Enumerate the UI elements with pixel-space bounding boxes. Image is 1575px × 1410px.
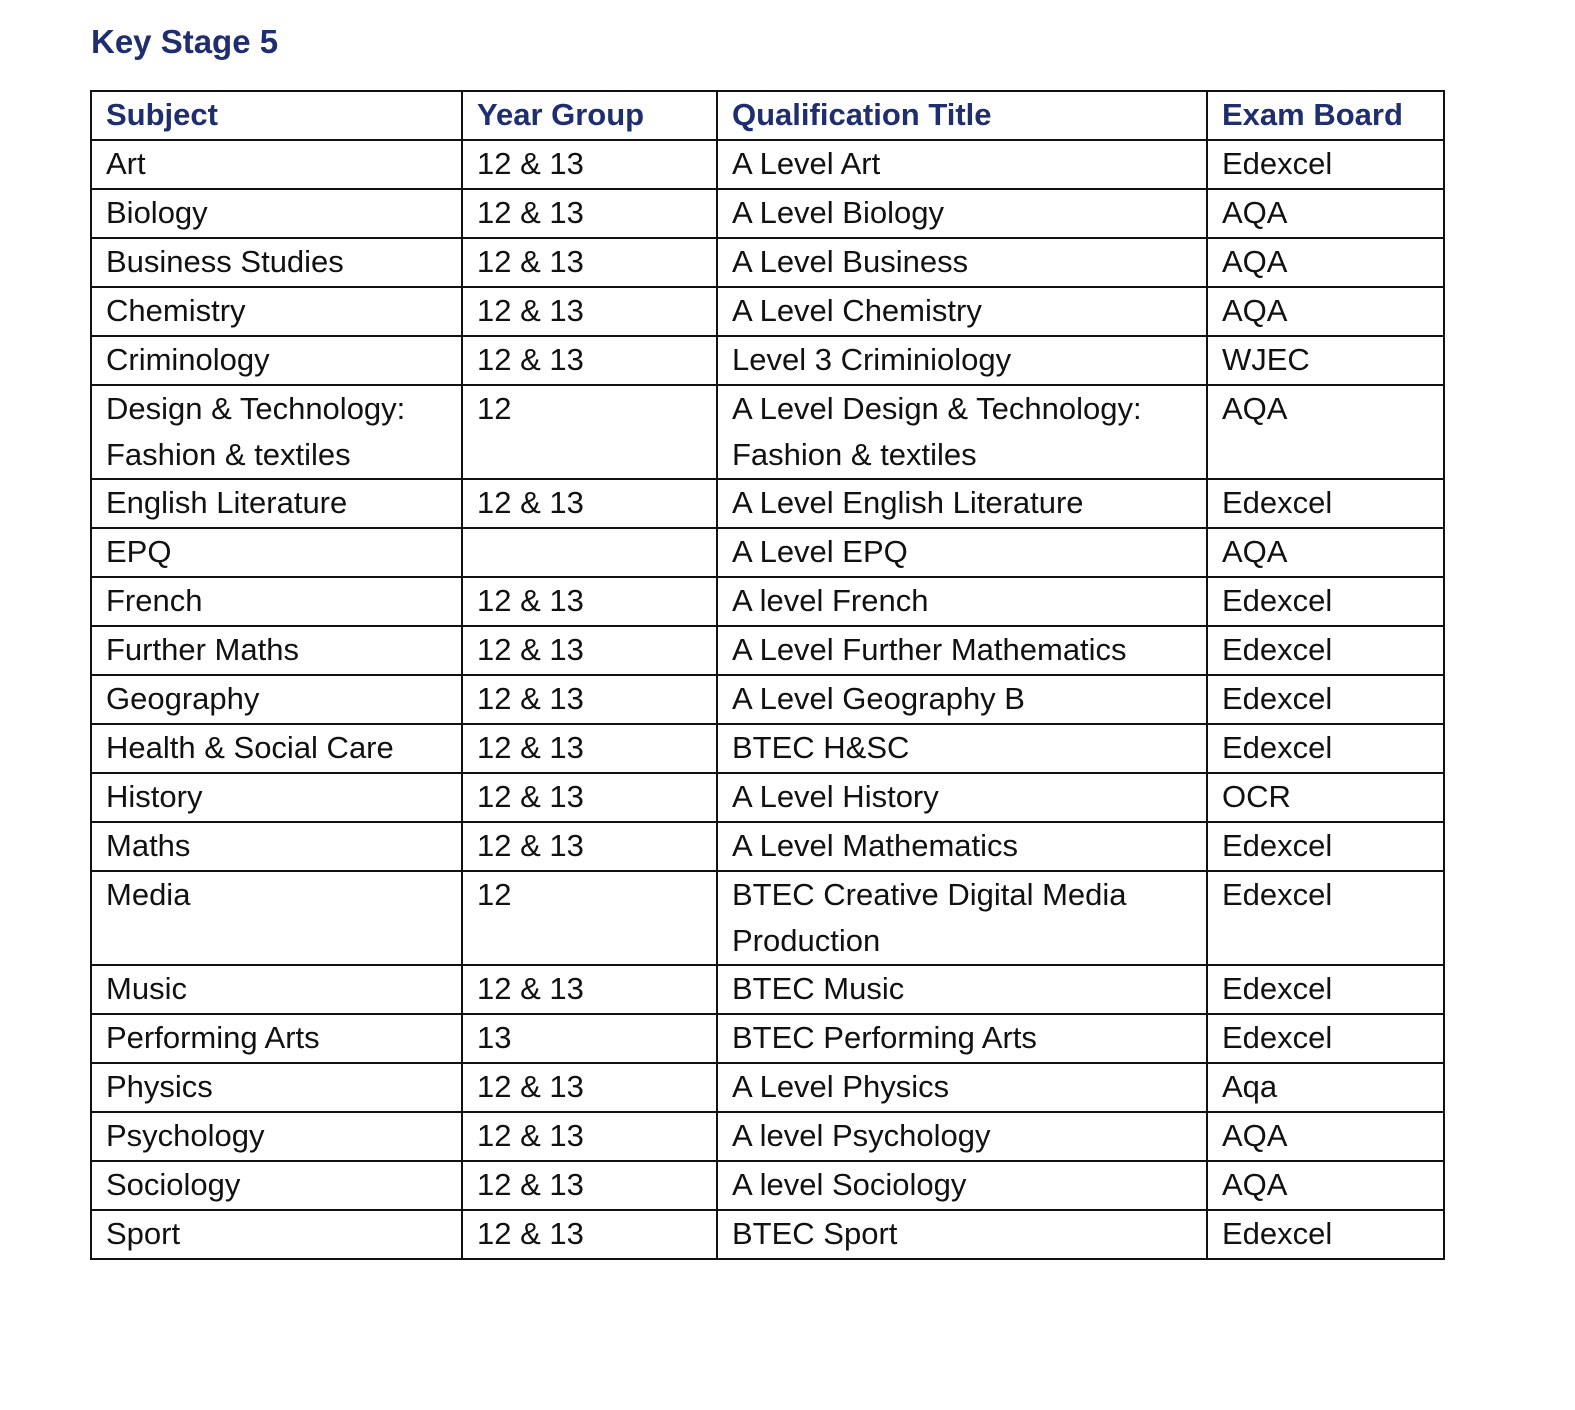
cell-year-group: 12 & 13: [462, 773, 717, 822]
cell-year-group: 12 & 13: [462, 626, 717, 675]
cell-qualification-title: BTEC H&SC: [717, 724, 1207, 773]
cell-year-group: 12 & 13: [462, 479, 717, 528]
table-row: [91, 1014, 1444, 1063]
cell-year-group: 12 & 13: [462, 1063, 717, 1112]
table-row: [91, 238, 1444, 287]
cell-subject: Physics: [91, 1063, 462, 1112]
cell-qualification-title: A Level Mathematics: [717, 822, 1207, 871]
cell-subject: Sport: [91, 1210, 462, 1259]
cell-qualification-title: BTEC Performing Arts: [717, 1014, 1207, 1063]
table-body: [91, 140, 1444, 1259]
table-row: [91, 626, 1444, 675]
cell-subject: Sociology: [91, 1161, 462, 1210]
table-row: [91, 773, 1444, 822]
header-exam-board: Exam Board: [1207, 91, 1444, 140]
cell-subject: Media: [91, 871, 462, 965]
qualifications-table: [90, 90, 1445, 1260]
cell-exam-board: Edexcel: [1207, 822, 1444, 871]
header-year-group: Year Group: [462, 91, 717, 140]
cell-year-group: 12 & 13: [462, 1161, 717, 1210]
table-row: [91, 479, 1444, 528]
cell-subject: Criminology: [91, 336, 462, 385]
cell-year-group: 12 & 13: [462, 1112, 717, 1161]
table-row: [91, 385, 1444, 479]
table-row: [91, 1161, 1444, 1210]
cell-year-group: 12 & 13: [462, 189, 717, 238]
cell-subject: Geography: [91, 675, 462, 724]
cell-exam-board: Edexcel: [1207, 626, 1444, 675]
cell-year-group: 12 & 13: [462, 238, 717, 287]
cell-exam-board: AQA: [1207, 1112, 1444, 1161]
cell-subject: Art: [91, 140, 462, 189]
cell-qualification-title: BTEC Sport: [717, 1210, 1207, 1259]
cell-qualification-title: A level Sociology: [717, 1161, 1207, 1210]
table-row: [91, 528, 1444, 577]
table-row: [91, 1210, 1444, 1259]
cell-subject: Chemistry: [91, 287, 462, 336]
table-row: [91, 1112, 1444, 1161]
table-row: [91, 965, 1444, 1014]
cell-exam-board: Edexcel: [1207, 577, 1444, 626]
cell-year-group: 12 & 13: [462, 140, 717, 189]
cell-subject: EPQ: [91, 528, 462, 577]
cell-qualification-title: A level Psychology: [717, 1112, 1207, 1161]
cell-year-group: 12 & 13: [462, 724, 717, 773]
table-row: [91, 822, 1444, 871]
cell-qualification-title: A Level Biology: [717, 189, 1207, 238]
cell-year-group: 12 & 13: [462, 965, 717, 1014]
cell-exam-board: Edexcel: [1207, 724, 1444, 773]
cell-year-group: 12 & 13: [462, 336, 717, 385]
cell-qualification-title: A Level English Literature: [717, 479, 1207, 528]
cell-qualification-title: A Level EPQ: [717, 528, 1207, 577]
table-row: [91, 577, 1444, 626]
table-row: [91, 1063, 1444, 1112]
cell-subject: Design & Technology: Fashion & textiles: [91, 385, 462, 479]
cell-subject: Health & Social Care: [91, 724, 462, 773]
table-header-row: [91, 91, 1444, 140]
cell-exam-board: Edexcel: [1207, 675, 1444, 724]
table-row: [91, 675, 1444, 724]
cell-year-group: 12: [462, 871, 717, 965]
cell-year-group: 12 & 13: [462, 1210, 717, 1259]
cell-qualification-title: A Level History: [717, 773, 1207, 822]
cell-exam-board: AQA: [1207, 385, 1444, 479]
cell-qualification-title: A Level Chemistry: [717, 287, 1207, 336]
cell-exam-board: AQA: [1207, 189, 1444, 238]
cell-exam-board: Edexcel: [1207, 965, 1444, 1014]
cell-subject: Further Maths: [91, 626, 462, 675]
cell-exam-board: AQA: [1207, 528, 1444, 577]
cell-qualification-title: A Level Further Mathematics: [717, 626, 1207, 675]
table-row: [91, 189, 1444, 238]
cell-qualification-title: Level 3 Criminiology: [717, 336, 1207, 385]
table-row: [91, 871, 1444, 965]
cell-qualification-title: A level French: [717, 577, 1207, 626]
header-subject: Subject: [91, 91, 462, 140]
cell-subject: History: [91, 773, 462, 822]
cell-year-group: [462, 528, 717, 577]
table-row: [91, 287, 1444, 336]
cell-qualification-title: A Level Design & Technology: Fashion & textiles: [717, 385, 1207, 479]
cell-qualification-title: BTEC Creative Digital Media Production: [717, 871, 1207, 965]
table-row: [91, 724, 1444, 773]
cell-exam-board: AQA: [1207, 238, 1444, 287]
header-qualification-title: Qualification Title: [717, 91, 1207, 140]
cell-subject: Maths: [91, 822, 462, 871]
cell-exam-board: WJEC: [1207, 336, 1444, 385]
cell-subject: Performing Arts: [91, 1014, 462, 1063]
cell-year-group: 12 & 13: [462, 577, 717, 626]
cell-year-group: 13: [462, 1014, 717, 1063]
cell-subject: Psychology: [91, 1112, 462, 1161]
cell-exam-board: Edexcel: [1207, 871, 1444, 965]
cell-exam-board: Edexcel: [1207, 1210, 1444, 1259]
cell-subject: Biology: [91, 189, 462, 238]
page-title: Key Stage 5: [91, 23, 279, 60]
cell-exam-board: Edexcel: [1207, 479, 1444, 528]
cell-year-group: 12: [462, 385, 717, 479]
cell-qualification-title: BTEC Music: [717, 965, 1207, 1014]
cell-subject: Business Studies: [91, 238, 462, 287]
cell-year-group: 12 & 13: [462, 287, 717, 336]
cell-year-group: 12 & 13: [462, 675, 717, 724]
cell-subject: French: [91, 577, 462, 626]
cell-exam-board: OCR: [1207, 773, 1444, 822]
cell-year-group: 12 & 13: [462, 822, 717, 871]
table-row: [91, 140, 1444, 189]
cell-subject: English Literature: [91, 479, 462, 528]
cell-exam-board: AQA: [1207, 287, 1444, 336]
cell-exam-board: Aqa: [1207, 1063, 1444, 1112]
cell-qualification-title: A Level Business: [717, 238, 1207, 287]
cell-exam-board: Edexcel: [1207, 140, 1444, 189]
cell-exam-board: AQA: [1207, 1161, 1444, 1210]
cell-qualification-title: A Level Geography B: [717, 675, 1207, 724]
cell-qualification-title: A Level Art: [717, 140, 1207, 189]
cell-subject: Music: [91, 965, 462, 1014]
table-row: [91, 336, 1444, 385]
cell-qualification-title: A Level Physics: [717, 1063, 1207, 1112]
cell-exam-board: Edexcel: [1207, 1014, 1444, 1063]
